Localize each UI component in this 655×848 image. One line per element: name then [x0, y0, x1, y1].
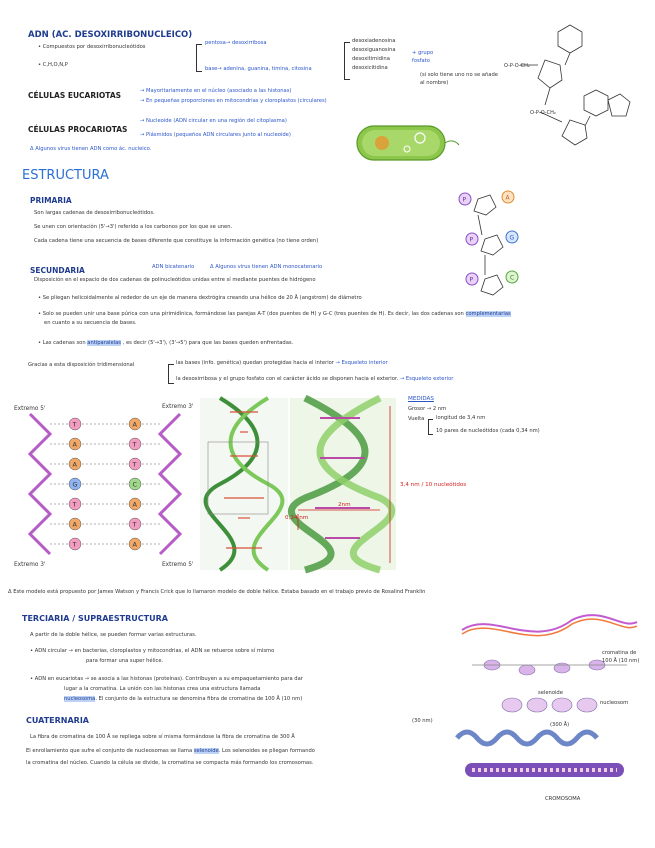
procariotas-item-1: → Nucleoide (ADN circular en una región del citoplasma)	[140, 118, 287, 124]
base-left-label: A	[72, 520, 77, 529]
svg-text:P: P	[469, 276, 474, 284]
secundaria-title: SECUNDARIA	[30, 266, 85, 275]
terciaria-eucariotas-3-text: . El conjunto de la estructura se denomina fibra de cromatina de 100 Å (10 nm)	[95, 696, 303, 702]
eucariotas-item-2: → En pequeñas proporciones en mitocondrias y cloroplastos (circulares)	[140, 98, 327, 104]
base-right-label: A	[132, 420, 137, 429]
extremo5-top: Extremo 5'	[14, 406, 46, 412]
terciaria-eucariotas-3	[64, 696, 302, 704]
base-left-label: A	[72, 460, 77, 469]
highlight-antiparalelas: antiparalelas	[87, 340, 121, 346]
base-left-label: G	[72, 480, 78, 489]
cuaternaria-line-2	[26, 748, 315, 756]
eucariotas-title: CÉLULAS EUCARIOTAS	[28, 91, 122, 100]
estructura-title: ESTRUCTURA	[22, 168, 109, 183]
secundaria-tag-monocatenario: Δ Algunos virus tienen ADN monocatenario	[210, 264, 323, 270]
gracias-exterior-text: la desoxirribosa y el grupo fosfato con el carácter ácido se disponen hacia el exterior.	[176, 376, 399, 382]
base-left-label: T	[72, 420, 77, 429]
medidas-pares: 10 pares de nucleótidos (cada 0,34 nm)	[436, 428, 540, 434]
label-nucleosom: nucleosom	[600, 700, 629, 706]
base-right-label: T	[132, 520, 137, 529]
svg-text:O-P-O-CH₂: O-P-O-CH₂	[504, 63, 530, 69]
base-right-label: C	[132, 480, 138, 489]
medidas-grosor: Grosor → 2 nm	[408, 406, 447, 412]
svg-text:C: C	[510, 274, 515, 282]
cuaternaria-line-3: la cromatina del núcleo. Cuando la célula se divide, la cromatina se compacta más formando los cromosomas.	[26, 760, 314, 766]
dna-ladder-diagram	[20, 414, 190, 562]
label-cromosoma: CROMOSOMA	[545, 796, 581, 802]
adn-bullet-elements: • C,H,O,N,P	[38, 62, 68, 68]
cuaternaria-line-2-cont: . Los selenoides se pliegan formando	[218, 748, 315, 754]
label-cromatina: cromatina de 100 Å (10 nm)	[602, 650, 640, 664]
base-left-label: T	[72, 540, 77, 549]
esqueleto-exterior: → Esqueleto exterior	[399, 376, 454, 382]
adn-bullet-compuestos: • Compuestos por desoxirribonucleótidos	[38, 44, 146, 50]
dinucleotide-structure-icon	[500, 20, 640, 150]
adn-title: ADN (AC. DESOXIRRIBONUCLEICO)	[28, 30, 193, 40]
extremo5-bottom: Extremo 5'	[162, 562, 194, 568]
highlight-complementarias: complementarias	[465, 311, 511, 317]
adn-base: base→ adenina, guanina, timina, citosina	[205, 66, 312, 72]
secundaria-bullet-3	[38, 340, 293, 348]
svg-text:G: G	[509, 234, 515, 242]
medidas-vuelta: Vuelta	[408, 416, 425, 422]
gracias-interior	[176, 360, 388, 368]
primaria-line-2: Se unen con orientación (5'→3') referido a los carbonos por los que se unen.	[34, 224, 233, 230]
gracias-exterior	[176, 376, 453, 384]
terciaria-line-1: A partir de la doble hélice, se pueden formar varias estructuras.	[30, 632, 197, 638]
extremo3-top: Extremo 3'	[162, 404, 194, 410]
label-300a: (300 Å)	[550, 722, 570, 728]
medidas-longitud: longitud de 3,4 nm	[436, 415, 486, 421]
bracket-nucleosidos	[344, 42, 350, 80]
highlight-selenoide: selenoide	[193, 748, 219, 754]
cuaternaria-tag: (30 nm)	[412, 718, 433, 724]
procariotas-title: CÉLULAS PROCARIOTAS	[28, 125, 128, 134]
adn-note: (si solo tiene uno no se añade al nombre)	[420, 72, 498, 86]
cuaternaria-title: CUATERNARIA	[26, 716, 89, 725]
eucariotas-item-1: → Mayoritariamente en el núcleo (asociado a las histonas)	[140, 88, 292, 94]
esqueleto-interior: → Esqueleto interior	[335, 360, 388, 366]
terciaria-eucariotas-2: lugar a la cromatina. La unión con las histonas crea una estructura llamada	[64, 686, 261, 692]
adn-fosfato: + grupo fosfato	[412, 50, 434, 64]
zoomed-helix-illustration	[290, 398, 396, 570]
left-backbone	[30, 414, 50, 554]
secundaria-bullet-3-text: • Las cadenas son	[38, 340, 86, 346]
nucleosido-2: desoxiguanosina	[352, 47, 396, 53]
measure-vuelta: 3,4 nm / 10 nucleótidos	[400, 482, 467, 488]
terciaria-eucariotas: • ADN en eucariotas → se asocia a las histonas (proteínas). Contribuyen a su empaquetamiento para dar	[30, 676, 303, 682]
secundaria-line-1: Disposición en el espacio de dos cadenas de polinucleótidos unidas entre sí mediante puentes de hidrógeno	[34, 277, 316, 283]
svg-text:A: A	[505, 194, 510, 202]
primaria-line-1: Son largas cadenas de desoxirribonucleótidos.	[34, 210, 155, 216]
extremo3-bottom: Extremo 3'	[14, 562, 46, 568]
base-right-label: A	[132, 540, 137, 549]
base-left-label: T	[72, 500, 77, 509]
secundaria-bullet-2	[38, 311, 511, 319]
virus-note: Δ Algunos virus tienen ADN como ác. nucleico.	[30, 146, 152, 152]
label-selenoide: selenoide	[538, 690, 563, 696]
terciaria-circular-cont: para formar una super hélice.	[86, 658, 164, 664]
procariotas-item-2: → Plásmidos (pequeños ADN circulares junto al nucleoide)	[140, 132, 291, 138]
bacterium-icon	[352, 118, 452, 168]
terciaria-title: TERCIARIA / SUPRAESTRUCTURA	[22, 614, 168, 623]
bracket-nucleotide	[196, 44, 202, 72]
nucleotide-chain-icon	[450, 185, 530, 305]
gracias-line: Gracias a esta disposición tridimensional	[28, 362, 135, 368]
base-right-label: T	[132, 440, 137, 449]
svg-text:P: P	[462, 196, 467, 204]
secundaria-tag-bicatenario: ADN bicatenario	[152, 264, 195, 270]
measure-diametro: 2nm	[338, 502, 351, 508]
adn-pentosa: pentosa→ desoxirribosa	[205, 40, 267, 46]
base-right-label: A	[132, 500, 137, 509]
nucleosido-1: desoxiadenosina	[352, 38, 396, 44]
secundaria-bullet-1: • Se pliegan helicoidalmente al rededor de un eje de manera dextrógira creando una hélice de 20 Å (angstrom) de diámetro	[38, 295, 362, 301]
bracket-gracias	[168, 364, 174, 384]
terciaria-circular: • ADN circular → en bacterias, cloroplastos y mitocondrias, el ADN se retuerce sobre sí mismo	[30, 648, 275, 654]
nucleosido-3: desoxitimidina	[352, 56, 390, 62]
secundaria-bullet-2-text: • Solo se pueden unir una base púrica con una pirimidínica, formándose las parejas A-T (dos puentes de H) y G-C (tres puentes de H). Es decir, las dos cadenas son	[38, 311, 464, 317]
double-helix-illustration	[200, 398, 288, 570]
medidas-title: MEDIDAS	[408, 396, 434, 402]
primaria-line-3: Cada cadena tiene una secuencia de bases diferente que constituye la información genética (no tiene orden)	[34, 238, 319, 244]
highlight-nucleosoma: nucleosoma	[64, 696, 96, 702]
nucleosido-4: desoxicitidina	[352, 65, 388, 71]
cuaternaria-line-1: La fibra de cromatina de 100 Å se repliega sobre sí misma formándose la fibra de cromatina de 300 Å	[30, 734, 295, 740]
secundaria-bullet-2-cont: en cuanto a su secuencia de bases.	[44, 320, 137, 326]
base-left-label: A	[72, 440, 77, 449]
bracket-medidas	[428, 419, 433, 435]
svg-text:O-P-O-CH₂: O-P-O-CH₂	[530, 110, 556, 116]
base-right-label: T	[132, 460, 137, 469]
watson-crick-note: Δ Este modelo está propuesto por James Watson y Francis Crick que lo llamaron modelo de doble hélice. Estaba basado en el trabajo previo de Rosalind Franklin	[8, 589, 426, 595]
cuaternaria-line-2-text: El enrollamiento que sufre el conjunto de nucleosomas se llama	[26, 748, 193, 754]
gracias-interior-text: las bases (info. genética) quedan protegidas hacia el interior	[176, 360, 334, 366]
measure-nucleotido: 0,34 nm	[285, 515, 309, 521]
secundaria-bullet-3-cont: , es decir (5'→3'), (3'→5') para que las bases queden enfrentadas.	[122, 340, 294, 346]
right-backbone	[160, 414, 180, 554]
svg-text:P: P	[469, 236, 474, 244]
primaria-title: PRIMARIA	[30, 196, 72, 205]
